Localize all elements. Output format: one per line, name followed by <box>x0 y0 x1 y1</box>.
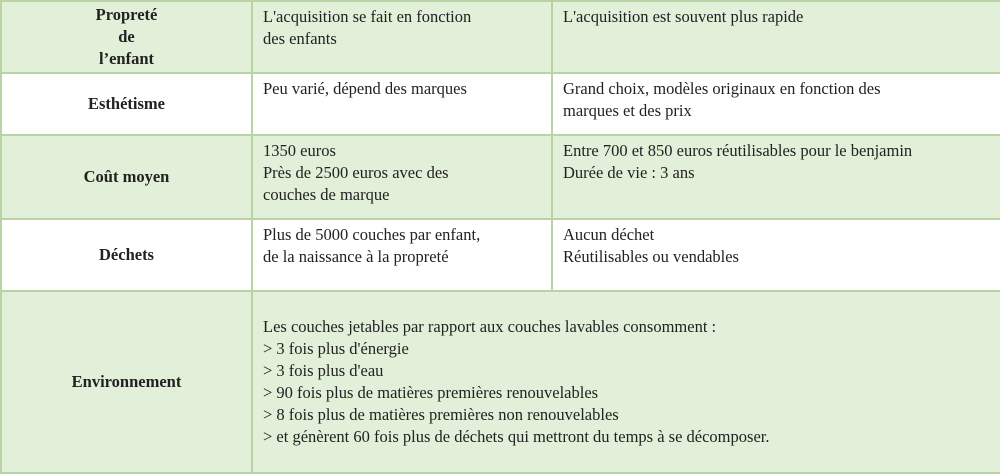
row-label-dechets: Déchets <box>1 219 252 291</box>
row-label-esthetisme: Esthétisme <box>1 73 252 135</box>
cell-lavables: Grand choix, modèles originaux en fonction des marques et des prix <box>552 73 1000 135</box>
row-label-environnement: Environnement <box>1 291 252 473</box>
cell-jetables: Plus de 5000 couches par enfant, de la naissance à la propreté <box>252 219 552 291</box>
row-label-proprete: Propreté de l’enfant <box>1 1 252 73</box>
row-label-cout-moyen: Coût moyen <box>1 135 252 219</box>
cell-environnement: Les couches jetables par rapport aux couches lavables consomment : > 3 fois plus d'énergie > 3 fois plus d'eau > 90 fois plus de matières premières renouvelables > 8 fois plus de matières premières non renouvelables > et génèrent 60 fois plus de déchets qui mettront du temps à se décomposer. <box>252 291 1000 473</box>
cell-jetables: L'acquisition se fait en fonction des enfants <box>252 1 552 73</box>
cell-lavables: Entre 700 et 850 euros réutilisables pour le benjamin Durée de vie : 3 ans <box>552 135 1000 219</box>
cell-lavables: Aucun déchet Réutilisables ou vendables <box>552 219 1000 291</box>
cell-jetables: 1350 euros Près de 2500 euros avec des couches de marque <box>252 135 552 219</box>
cell-jetables: Peu varié, dépend des marques <box>252 73 552 135</box>
table-row <box>1 73 1000 135</box>
table-row <box>1 219 1000 291</box>
table-row <box>1 135 1000 219</box>
table-row <box>1 1 1000 73</box>
cell-lavables: L'acquisition est souvent plus rapide <box>552 1 1000 73</box>
table-row <box>1 291 1000 473</box>
